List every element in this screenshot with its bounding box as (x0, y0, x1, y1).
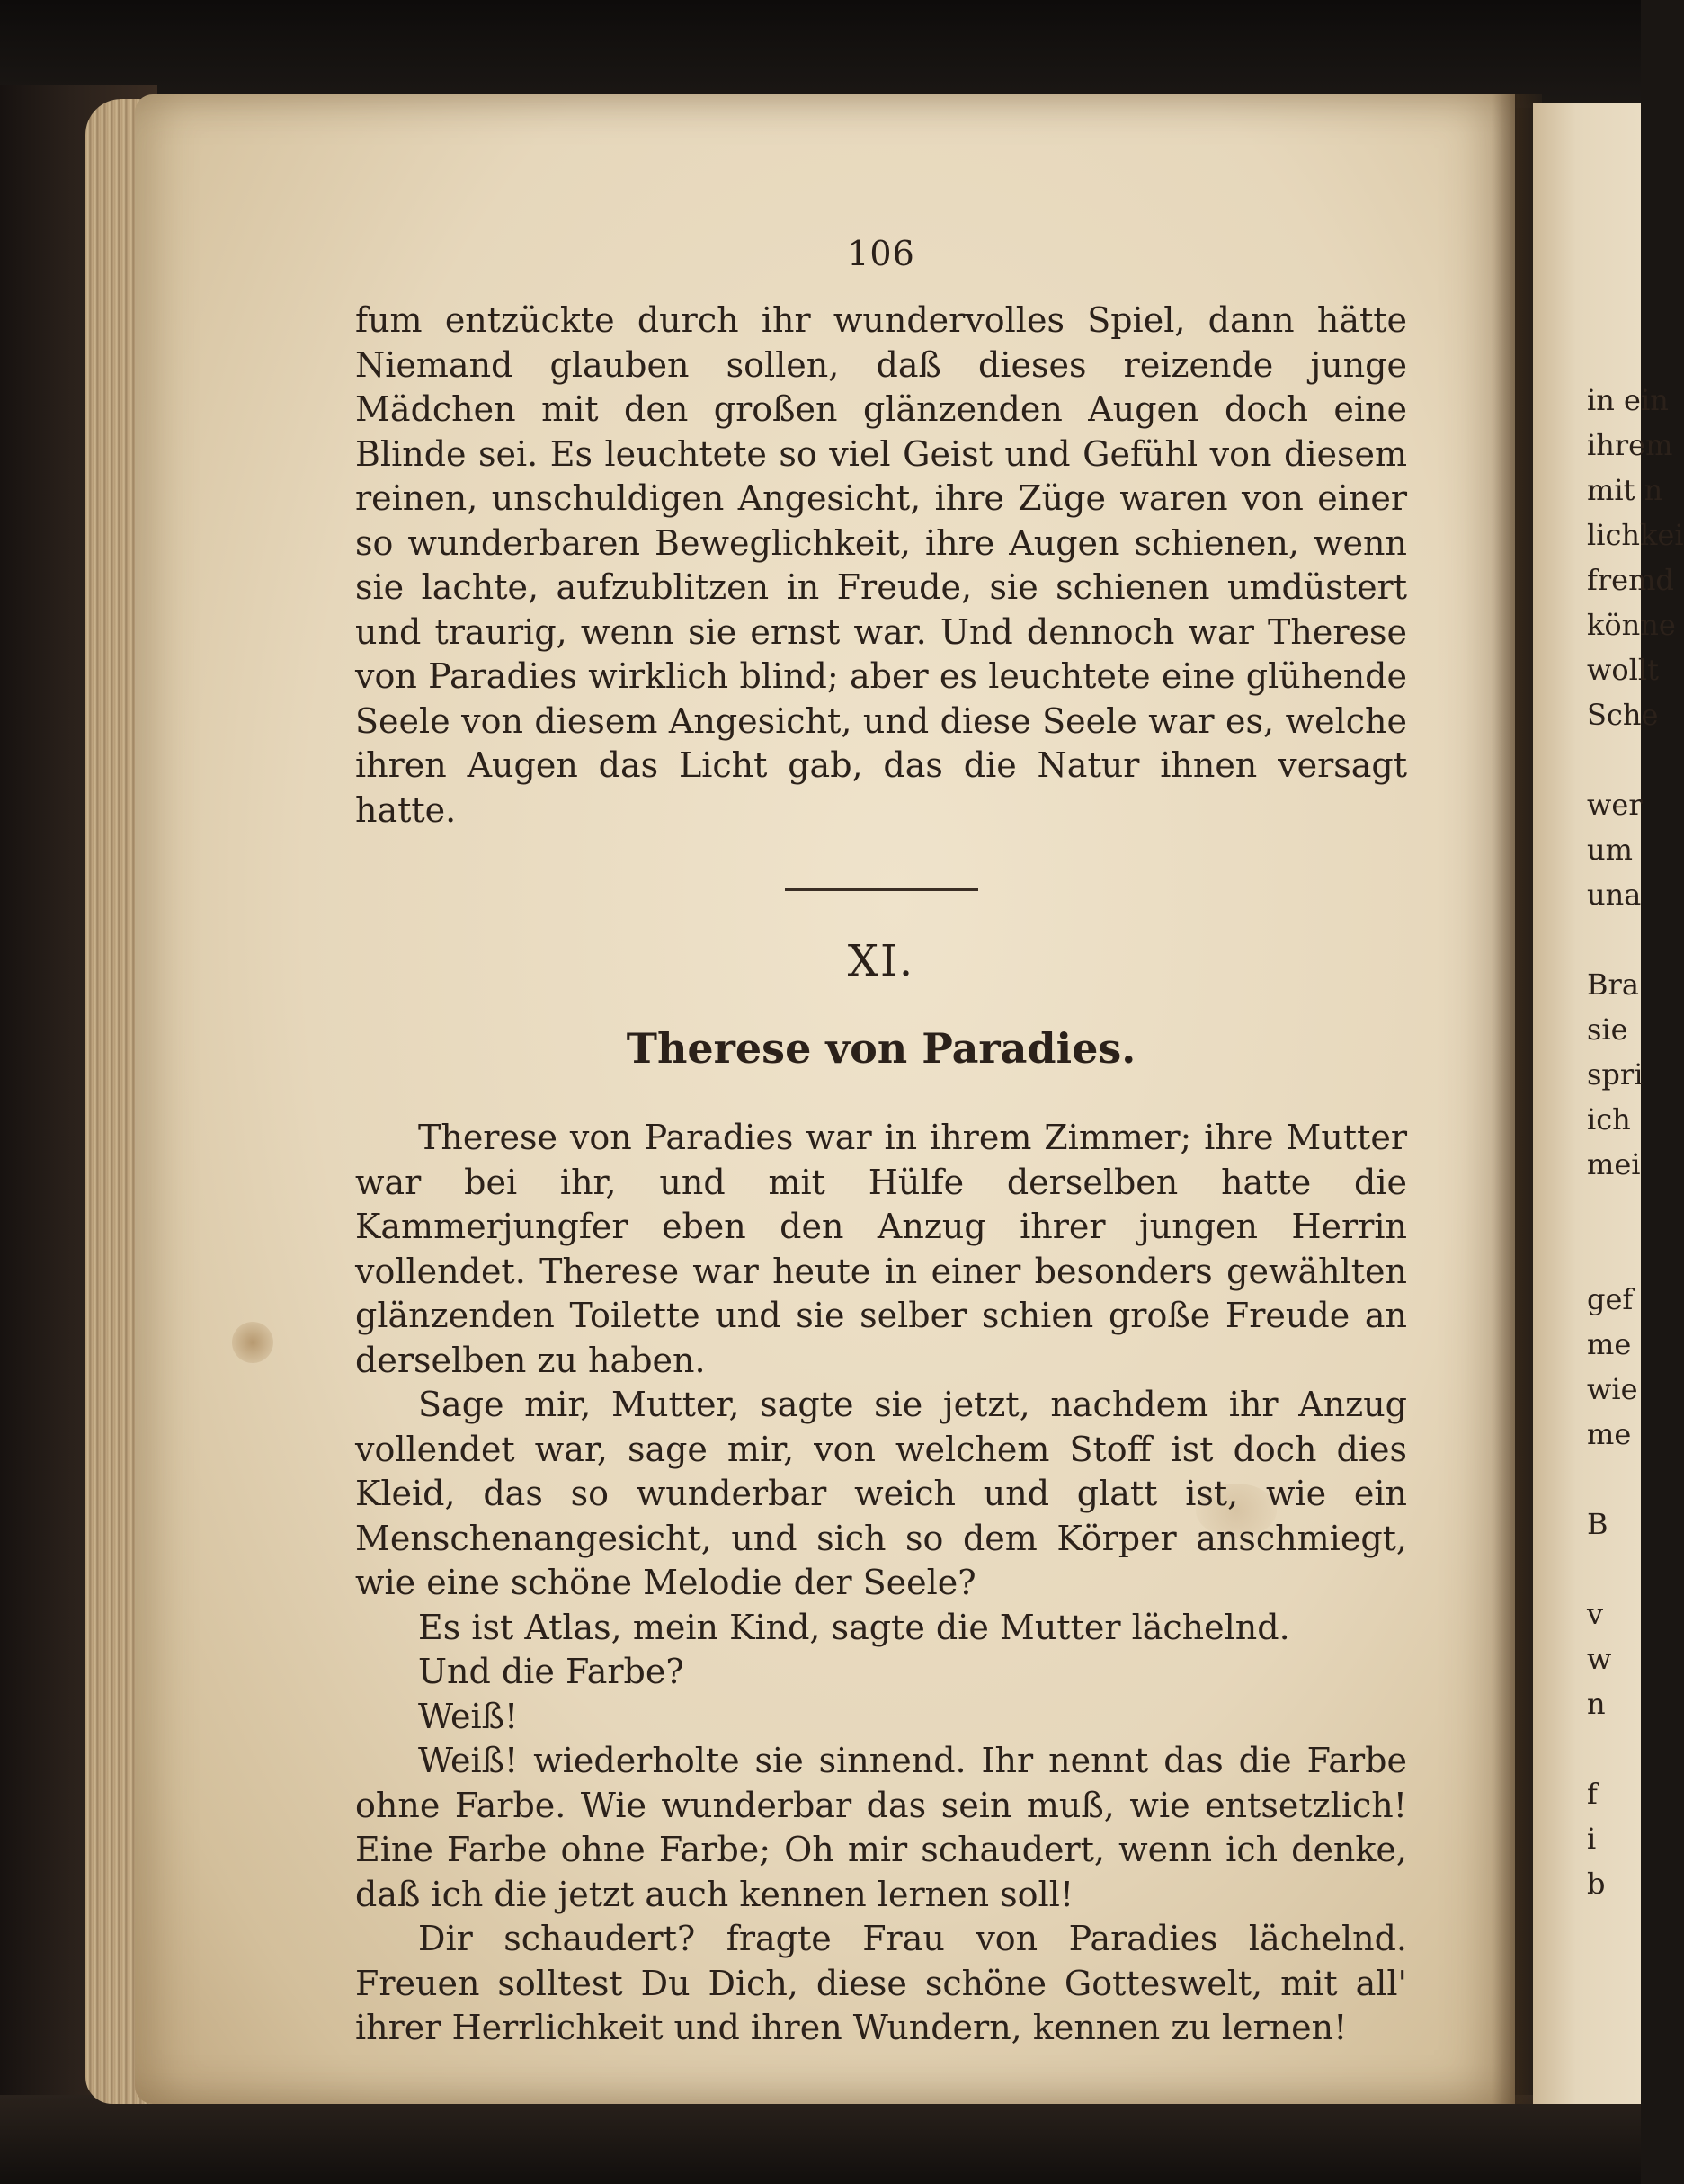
paragraph: Sage mir, Mutter, sagte sie jetzt, nachdem ihr Anzug vollendet war, sage mir, von welchem Stoff ist doch dies Kleid, das so wunderbar weich und glatt ist, wie ein Menschenangesicht, und sich so dem Körper anschmiegt, wie eine schöne Melodie der Seele? (355, 1385, 1407, 1602)
right-page-fragment: spri (1587, 1057, 1644, 1092)
chapter-title: Therese von Paradies. (626, 1024, 1136, 1073)
right-page-fragment: f (1587, 1777, 1598, 1811)
right-page-fragment: mei (1587, 1147, 1641, 1181)
right-page-fragment: Bra (1587, 967, 1639, 1002)
paragraph: Therese von Paradies war in ihrem Zimmer; ihre Mutter war bei ihr, und mit Hülfe derselben hatte die Kammerjungfer eben den Anzug ihrer jungen Herrin vollendet. Therese war heute in einer besonders gewählten glänzenden Toilette und sie selber schien große Freude an derselben zu haben. (355, 1118, 1407, 1380)
dialogue-line: Und die Farbe? (418, 1652, 684, 1691)
right-page-fragment (1587, 737, 1641, 782)
dialogue-line: Weiß! (418, 1696, 519, 1736)
paragraph: Dir schaudert? fragte Frau von Paradies lächelnd. Freuen solltest Du Dich, diese schöne Gotteswelt, mit all' ihrer Herrlichkeit und ihren Wundern, kennen zu lernen! (355, 1919, 1407, 2047)
right-page-fragment: b (1587, 1867, 1606, 1901)
right-page-fragment: in ein (1587, 383, 1669, 417)
right-page-fragment: me (1587, 1417, 1632, 1451)
right-page-fragment: v (1587, 1597, 1604, 1631)
right-page-fragment: Sche (1587, 698, 1659, 732)
right-page-fragment: n (1587, 1687, 1606, 1721)
paragraph: fum entzückte durch ihr wundervolles Spiel, dann hätte Niemand glauben sollen, daß dieses reizende junge Mädchen mit den großen glänzenden Augen doch eine Blinde sei. Es leuchtete so viel Geist und Gefühl von diesem reinen, unschuldigen Angesicht, ihre Züge waren von einer so wunderbaren Beweglichkeit, ihre Augen schienen, wenn sie lachte, aufzublitzen in Freude, sie schienen umdüstert und traurig, wenn sie ernst war. Und dennoch war Therese von Paradies wirklich blind; aber es leuchtete eine glühende Seele von diesem Angesicht, und diese Seele war es, welche ihren Augen das Licht gab, das die Natur ihnen versagt hatte. (355, 300, 1407, 830)
book-cover-bottom (0, 2095, 1641, 2184)
right-page-fragment (1587, 917, 1641, 962)
page-content (355, 234, 1407, 2051)
right-page-text-fragments (1587, 378, 1684, 1906)
right-page-fragment: i (1587, 1822, 1597, 1856)
right-page-fragment: wie (1587, 1372, 1638, 1406)
right-page-fragment: B (1587, 1507, 1608, 1541)
right-page-fragment: ihrem (1587, 428, 1673, 462)
dialogue-line: Es ist Atlas, mein Kind, sagte die Mutter lächelnd. (418, 1607, 1290, 1647)
right-page-fragment (1587, 1457, 1641, 1502)
page-number: 106 (847, 234, 915, 273)
right-page-fragment: ich (1587, 1102, 1631, 1137)
right-page-fragment: mit n (1587, 473, 1663, 507)
right-page-fragment: sie (1587, 1012, 1628, 1047)
right-page-fragment: um (1587, 833, 1633, 867)
right-page-fragment: wollt (1587, 653, 1659, 687)
right-page-fragment (1587, 1232, 1641, 1277)
chapter-number: XI. (847, 936, 915, 986)
right-page-fragment: fremd (1587, 563, 1674, 597)
right-page-fragment: lichkei (1587, 518, 1684, 552)
right-page-fragment: una (1587, 878, 1642, 912)
right-page-fragment: gef (1587, 1282, 1634, 1316)
section-divider (785, 888, 978, 891)
right-page-fragment (1587, 1187, 1641, 1232)
right-page-fragment: w (1587, 1642, 1612, 1676)
right-page-fragment: me (1587, 1327, 1632, 1361)
paragraph: Weiß! wiederholte sie sinnend. Ihr nennt das die Farbe ohne Farbe. Wie wunderbar das sein muß, wie entsetzlich! Eine Farbe ohne Farbe; Oh mir schaudert, wenn ich denke, daß ich die jetzt auch kennen lernen soll! (355, 1741, 1407, 1914)
right-page-fragment (1587, 1547, 1641, 1591)
right-page-fragment (1587, 1726, 1641, 1771)
right-page-fragment: wer (1587, 788, 1643, 822)
background (0, 0, 1641, 108)
foxing-stain (232, 1322, 273, 1363)
right-page-fragment: könne (1587, 608, 1676, 642)
